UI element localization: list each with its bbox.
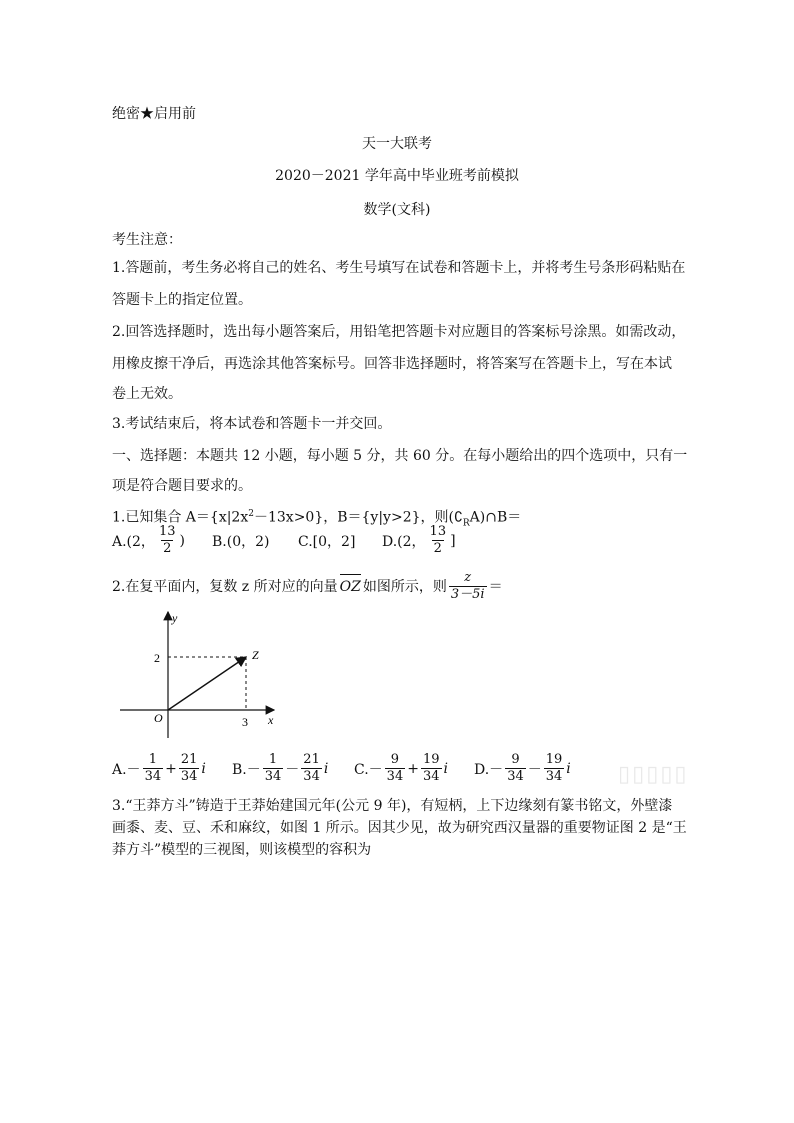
option-c: C.[0，2] — [298, 533, 356, 550]
option-a: A.(2， $\frac{13}{2}$ ) — [112, 524, 185, 556]
question-3-line: 莽方斗”模型的三视图，则该模型的容积为 — [112, 842, 372, 858]
x-tick-label: 3 — [242, 715, 248, 729]
option-a: A.－ $\frac{1}{34}$ + $\frac{21}{34}$ i — [112, 752, 206, 784]
complex-plane-figure — [112, 604, 292, 744]
notice-line: 答题卡上的指定位置。 — [112, 292, 252, 308]
section-heading: 项是符合题目要求的。 — [112, 478, 252, 494]
vector-arrow — [168, 657, 246, 710]
question-3-line: 画黍、麦、豆、禾和麻纹，如图 1 所示。因其少见，故为研究西汉量器的重要物证图 2 是“王 — [112, 820, 687, 836]
section-heading: 一、选择题：本题共 12 小题，每小题 5 分，共 60 分。在每小题给出的四个选项中，只有一 — [112, 448, 688, 464]
point-label: Z — [252, 648, 259, 662]
x-axis-label: x — [268, 713, 274, 727]
notice-line: 用橡皮擦干净后，再选涂其他答案标号。回答非选择题时，将答案写在答题卡上，写在本试 — [112, 356, 672, 372]
watermark: ▯▯▯▯▯ — [618, 762, 689, 787]
confidential-mark: 绝密★启用前 — [112, 106, 196, 122]
y-tick-label: 2 — [154, 651, 160, 665]
option-d: D.－ $\frac{9}{34}$ － $\frac{19}{34}$ i — [474, 752, 571, 784]
option-c: C.－ $\frac{9}{34}$ + $\frac{19}{34}$ i — [354, 752, 448, 784]
notice-line: 3.考试结束后，将本试卷和答题卡一并交回。 — [112, 416, 392, 432]
notice-line: 卷上无效。 — [112, 386, 182, 402]
option-b: B.(0，2) — [212, 533, 270, 550]
question-2-stem: 2.在复平面内，复数 z 所对应的向量 OZ 如图所示，则 $\frac{z}{3-5i}$ ＝ — [112, 570, 503, 602]
origin-label: O — [154, 711, 163, 725]
vector-oz: OZ — [339, 578, 361, 595]
exam-title: 2020－2021 学年高中毕业班考前模拟 — [275, 168, 519, 184]
option-d: D.(2， $\frac{13}{2}$ ] — [382, 524, 456, 556]
y-axis-label: y — [172, 611, 178, 625]
exam-subject: 数学(文科) — [363, 202, 431, 218]
question-3-line: 3.“王莽方斗”铸造于王莽始建国元年(公元 9 年)，有短柄，上下边缘刻有篆书铭文，外壁漆 — [112, 798, 673, 814]
notice-heading: 考生注意： — [112, 232, 182, 248]
question-1-options — [112, 524, 456, 557]
option-b: B.－ $\frac{1}{34}$ － $\frac{21}{34}$ i — [232, 752, 329, 784]
exam-org: 天一大联考 — [362, 136, 432, 152]
notice-line: 2.回答选择题时，选出每小题答案后，用铅笔把答题卡对应题目的答案标号涂黑。如需改动， — [112, 324, 686, 340]
question-2-options — [112, 752, 571, 785]
notice-line: 1.答题前，考生务必将自己的姓名、考生号填写在试卷和答题卡上，并将考生号条形码粘贴在 — [112, 260, 686, 276]
question-1-stem: 1.已知集合 $A=\{x|2x^2-13x>0\}$，B＝{y|y>2}，则$(∁_RA)\cap B=$ — [112, 509, 522, 529]
